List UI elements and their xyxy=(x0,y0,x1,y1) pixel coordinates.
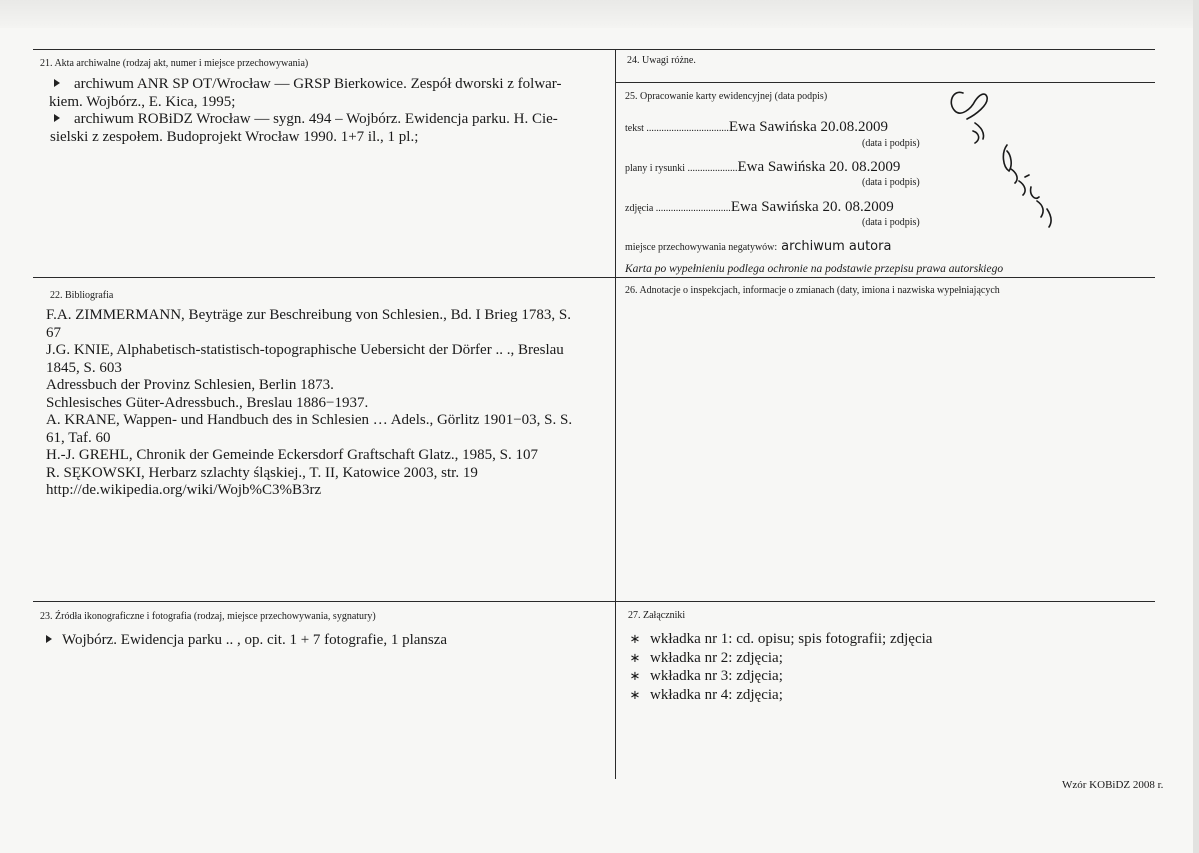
attachment-item: ∗ wkładka nr 3: zdjęcia; xyxy=(629,668,783,684)
section-23-entry: Wojbórz. Ewidencja parku .. , op. cit. 1 + 7 fotografie, 1 plansza xyxy=(42,632,447,650)
tekst-row: tekst .................................Ewa Sawińska 20.08.2009 xyxy=(625,119,889,135)
bibliography-line: J.G. KNIE, Alphabetisch-statistisch-topographische Uebersicht der Dörfer .. ., Breslau xyxy=(46,342,564,358)
rule-middle xyxy=(33,277,1155,278)
asterisk-bullet-icon: ∗ xyxy=(629,686,641,702)
rule-24-25 xyxy=(615,82,1155,83)
bibliography-line: 67 xyxy=(46,324,61,341)
section-26-title: 26. Adnotacje o inspekcjach, informacje o zmianach (daty, imiona i nazwiska wypełniających xyxy=(625,285,1000,296)
section-21-entry-1: archiwum ANR SP OT/Wrocław — GRSP Bierkowice. Zespół dworski z folwar- kiem. Wojbórz., E. Kica, 1995; xyxy=(49,76,562,110)
bibliography-line: 1845, S. 603 xyxy=(46,359,122,376)
bibliography-line: 61, Taf. 60 xyxy=(46,429,111,446)
section-24-title: 24. Uwagi różne. xyxy=(627,55,696,66)
zdjecia-row: zdjęcia ..............................Ewa Sawińska 20. 08.2009 xyxy=(625,199,894,215)
asterisk-bullet-icon: ∗ xyxy=(629,631,641,646)
plany-row: plany i rysunki ....................Ewa Sawińska 20. 08.2009 xyxy=(625,159,901,175)
section-23-title: 23. Źródła ikonograficzne i fotografia (rodzaj, miejsce przechowywania, sygnatury) xyxy=(40,611,376,622)
section-21-entry-2: archiwum ROBiDZ Wrocław — sygn. 494 – Wojbórz. Ewidencja parku. H. Cie- sielski z zespołem. Budoprojekt Wrocław 1990. 1+7 il., 1 pl.; xyxy=(50,111,558,145)
handwritten-signature xyxy=(945,85,1055,235)
attachment-item: ∗ wkładka nr 4: zdjęcia; xyxy=(629,686,783,703)
triangle-bullet-icon xyxy=(54,114,60,122)
attachment-item: ∗ wkładka nr 1: cd. opisu; spis fotografii; zdjęcia xyxy=(629,631,933,647)
bibliography-line: F.A. ZIMMERMANN, Beyträge zur Beschreibung von Schlesien., Bd. I Brieg 1783, S. xyxy=(46,307,571,323)
page-edge xyxy=(1193,0,1199,853)
rule-lower xyxy=(33,601,1155,602)
bibliography-line: R. SĘKOWSKI, Herbarz szlachty śląskiej., T. II, Katowice 2003, str. 19 xyxy=(46,464,478,481)
triangle-bullet-icon xyxy=(46,635,52,643)
top-shadow xyxy=(0,0,1199,28)
section-27-title: 27. Załączniki xyxy=(628,610,686,621)
triangle-bullet-icon xyxy=(54,79,60,87)
asterisk-bullet-icon: ∗ xyxy=(629,649,641,665)
attachment-item: ∗ wkładka nr 2: zdjęcia; xyxy=(629,649,783,666)
center-divider xyxy=(615,49,616,779)
bibliography-list xyxy=(46,307,606,500)
asterisk-bullet-icon: ∗ xyxy=(629,668,641,683)
section-22-title: 22. Bibliografia xyxy=(50,290,114,301)
plany-hint: (data i podpis) xyxy=(862,177,920,188)
bibliography-line: H.-J. GREHL, Chronik der Gemeinde Eckersdorf Graftschaft Glatz., 1985, S. 107 xyxy=(46,447,538,463)
zdjecia-hint: (data i podpis) xyxy=(862,217,920,228)
form-template-footer: Wzór KOBiDZ 2008 r. xyxy=(1062,779,1164,791)
bibliography-line: Adressbuch der Provinz Schlesien, Berlin 1873. xyxy=(46,377,334,393)
section-21-title: 21. Akta archiwalne (rodzaj akt, numer i miejsce przechowywania) xyxy=(40,58,309,69)
bibliography-line: A. KRANE, Wappen- und Handbuch des in Schlesien … Adels., Görlitz 1901−03, S. S. xyxy=(46,412,573,428)
bibliography-line: http://de.wikipedia.org/wiki/Wojb%C3%B3rz xyxy=(46,482,322,498)
top-rule xyxy=(33,49,1155,50)
copyright-note: Karta po wypełnieniu podlega ochronie na podstawie przepisu prawa autorskiego xyxy=(625,263,1004,275)
bibliography-line: Schlesisches Güter-Adressbuch., Breslau 1886−1937. xyxy=(46,394,369,411)
tekst-hint: (data i podpis) xyxy=(862,138,920,149)
section-25-title: 25. Opracowanie karty ewidencyjnej (data podpis) xyxy=(625,91,828,102)
attachments-list xyxy=(628,630,932,704)
miejsce-row: miejsce przechowywania negatywów: archiwum autora xyxy=(625,239,892,254)
